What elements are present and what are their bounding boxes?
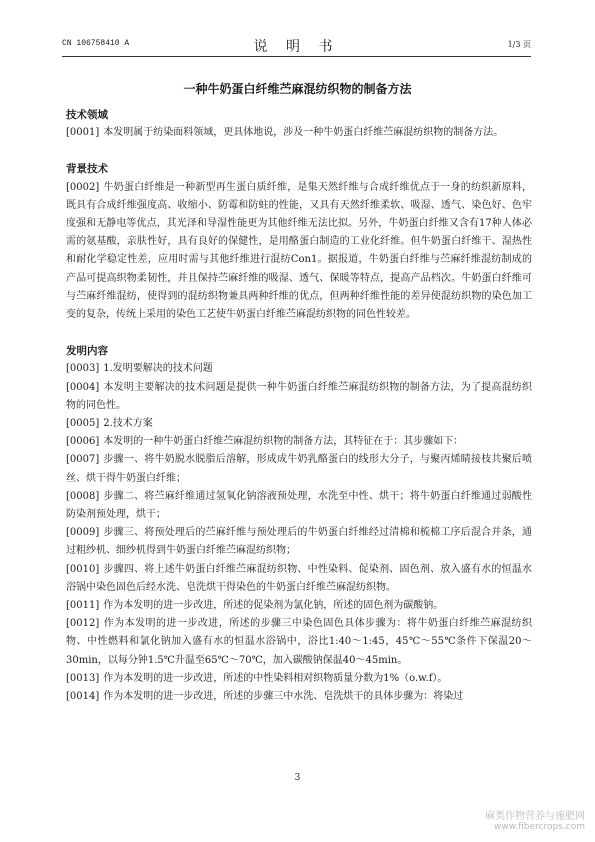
- paragraph-text: 2.技术方案: [103, 418, 153, 430]
- paragraph-number: [0005]: [66, 418, 100, 430]
- paragraph: [66, 688, 532, 706]
- document-body: [66, 106, 532, 706]
- publication-number: CN 106758410 A: [62, 39, 130, 48]
- paragraph: [66, 433, 532, 451]
- section-heading: 发明内容: [66, 345, 108, 358]
- paragraph: [66, 124, 532, 142]
- paragraph: [66, 670, 532, 688]
- paragraph-text: 本发明的一种牛奶蛋白纤维苎麻混纺织物的制备方法，其特征在于：其步骤如下：: [103, 436, 464, 448]
- paragraph-text: 作为本发明的进一步改进，所述的促染剂为氯化钠，所述的固色剂为碳酸钠。: [103, 600, 444, 612]
- paragraph-number: [0006]: [66, 436, 100, 448]
- paragraph: [66, 597, 532, 615]
- paragraph-text: 牛奶蛋白纤维是一种新型再生蛋白质纤维，是集天然纤维与合成纤维优点于一身的纺织新原料，既具有合成纤维强度高、收缩小、防霉和防蛀的性能，又具有天然纤维柔软、吸湿、透气、染色好、色牢度强和无静电等优点，其光泽和导湿性能更为其他纤维无法比拟。另外，牛奶蛋白纤维又含有17种人体必需的氨基酸，亲肤性好，具有良好的保健性，是用酪蛋白制造的工业化纤维。但牛奶蛋白纤维干、湿热性和耐化学稳定性差，应用时需与其他纤维进行混纺Con1。据报道，牛奶蛋白纤维与苎麻纤维混纺制成的产品可提高织物柔韧性，并且保持苎麻纤维的吸湿、透气、保暖等特点，提高产品档次。牛奶蛋白纤维可与苎麻纤维混纺，使得到的混纺织物兼具两种纤维的优点，但两种纤维性能的差异使混纺织物的染色加工变的复杂，传统上采用的染色工艺使牛奶蛋白纤维苎麻混纺织物的同色性较差。: [66, 181, 532, 321]
- paragraph-number: [0003]: [66, 363, 100, 375]
- paragraph-number: [0009]: [66, 527, 100, 539]
- paragraph: [66, 360, 532, 378]
- paragraph: [66, 488, 532, 524]
- paragraph-number: [0012]: [66, 618, 100, 630]
- paragraph-text: 作为本发明的进一步改进，所述的中性染料相对织物质量分数为1%（o.w.f）。: [103, 672, 448, 684]
- paragraph-number: [0004]: [66, 381, 100, 393]
- section-spacer: [66, 142, 532, 160]
- paragraph-number: [0001]: [66, 127, 100, 139]
- section-heading: 背景技术: [66, 163, 108, 176]
- watermark-site-name: 麻类作物营养与施肥网: [485, 811, 585, 822]
- paragraph: [66, 524, 532, 560]
- watermark-url: www.fibercrops.com: [494, 822, 585, 832]
- page-header: [62, 36, 531, 55]
- paragraph-number: [0007]: [66, 454, 100, 466]
- paragraph-number: [0013]: [66, 672, 100, 684]
- paragraph: [66, 415, 532, 433]
- paragraph-text: 步骤三、将预处理后的苎麻纤维与预处理后的牛奶蛋白纤维经过清棉和梳棉工序后混合并条，通过粗纱机、细纱机得到牛奶蛋白纤维苎麻混纺织物；: [66, 527, 532, 557]
- paragraph: [66, 379, 532, 415]
- paragraph-text: 作为本发明的进一步改进，所述的步骤三中水洗、皂洗烘干的具体步骤为：将染过: [103, 691, 464, 703]
- paragraph-text: 步骤二、将苎麻纤维通过氢氧化钠溶液预处理，水洗至中性、烘干；将牛奶蛋白纤维通过弱酸性防染剂预处理，烘干；: [66, 490, 532, 521]
- document-type-title: 说 明 书: [253, 39, 340, 55]
- page-number: 3: [294, 773, 301, 783]
- paragraph-text: 作为本发明的进一步改进，所述的步骤三中染色固色具体步骤为：将牛奶蛋白纤维苎麻混纺织物、中性燃料和氯化钠加入盛有水的恒温水浴锅中，浴比1:40～1:45，45℃～55℃条件下保温20～30min，以每分钟1.5℃升温至65℃～70℃，加入碳酸钠保温40～45min。: [66, 618, 532, 666]
- patent-title: 一种牛奶蛋白纤维苎麻混纺织物的制备方法: [183, 82, 412, 96]
- paragraph-text: 1.发明要解决的技术问题: [103, 363, 213, 375]
- paragraph-text: 步骤四、将上述牛奶蛋白纤维苎麻混纺织物、中性染料、促染剂、固色剂、放入盛有水的恒温水浴锅中染色固色后经水洗、皂洗烘干得染色的牛奶蛋白纤维苎麻混纺织物。: [66, 563, 532, 593]
- paragraph: [66, 451, 532, 487]
- page-count: 1/3 页: [507, 40, 531, 49]
- paragraph-number: [0002]: [66, 181, 100, 193]
- paragraph-text: 步骤一、将牛奶脱水脱脂后溶解，形成成牛奶乳酪蛋白的线形大分子，与聚丙烯睛接枝共聚后喷丝、烘干得牛奶蛋白纤维；: [66, 454, 532, 484]
- paragraph: [66, 179, 532, 325]
- section-spacer: [66, 324, 532, 342]
- paragraph: [66, 561, 532, 597]
- header-rule: [62, 56, 531, 57]
- watermark: [485, 807, 585, 832]
- section-heading: 技术领域: [66, 109, 108, 121]
- paragraph-number: [0008]: [66, 490, 100, 502]
- paragraph-number: [0010]: [66, 563, 100, 575]
- paragraph: [66, 615, 532, 670]
- paragraph-text: 本发明属于纺染面料领域，更具体地说，涉及一种牛奶蛋白纤维苎麻混纺织物的制备方法。: [103, 127, 504, 139]
- paragraph-number: [0011]: [66, 600, 100, 612]
- paragraph-number: [0014]: [66, 691, 100, 703]
- paragraph-text: 本发明主要解决的技术问题是提供一种牛奶蛋白纤维苎麻混纺织物的制备方法，为了提高混纺织物的同色性。: [66, 381, 532, 411]
